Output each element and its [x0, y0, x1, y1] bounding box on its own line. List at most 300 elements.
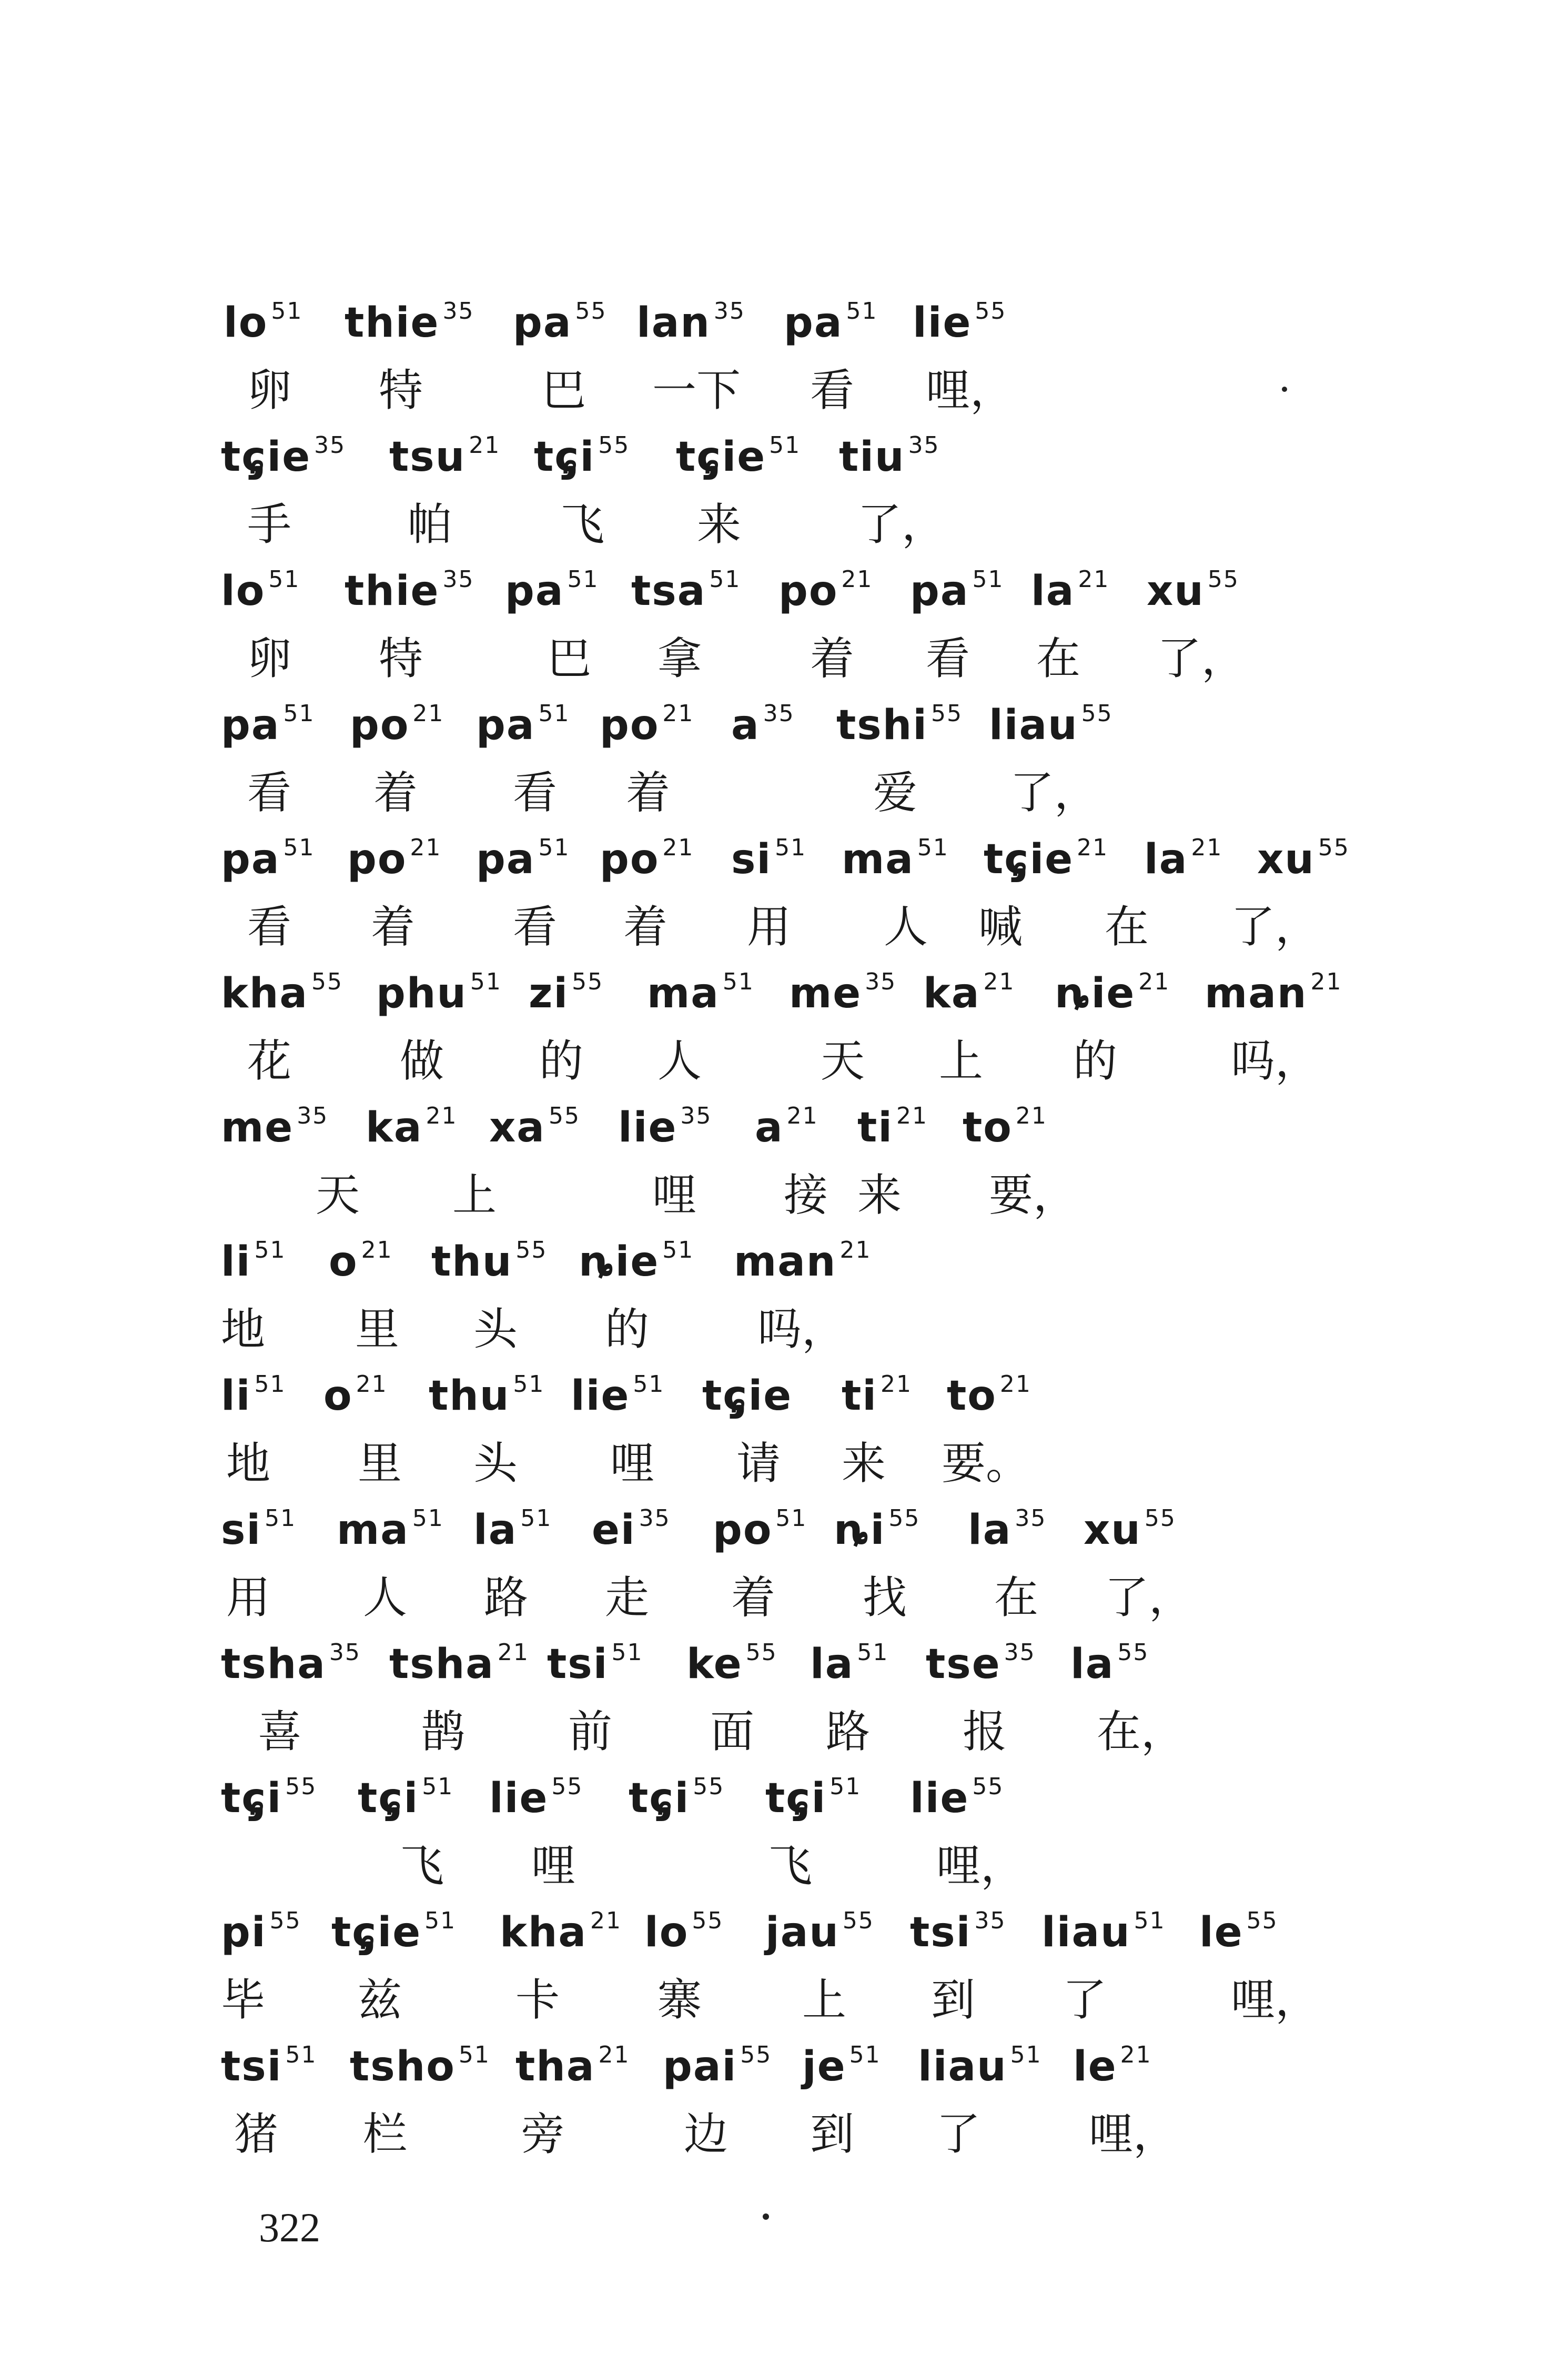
- token-text: 着: [810, 633, 855, 684]
- syllable: [221, 1103, 329, 1151]
- token-text: 人: [657, 1035, 702, 1087]
- token-text: 找: [863, 1572, 907, 1623]
- tone-number: 55: [269, 1907, 301, 1934]
- tone-number: 55: [1144, 1505, 1176, 1532]
- syllable: [476, 700, 570, 749]
- syllable: [221, 834, 315, 883]
- token-text: 卡: [515, 1974, 560, 2026]
- syllable: [1041, 1907, 1166, 1956]
- token-text: zi: [529, 970, 569, 1017]
- gloss-character: [826, 1706, 871, 1757]
- token-text: man: [1205, 970, 1308, 1017]
- tone-number: 35: [314, 432, 346, 459]
- syllable: [926, 1639, 1036, 1688]
- tone-number: 51: [662, 1237, 694, 1263]
- gloss-character: [657, 633, 702, 684]
- token-text: tɕ̡i: [358, 1775, 419, 1822]
- gloss-character: [473, 1303, 518, 1355]
- token-text: 毕: [221, 1974, 266, 2026]
- gloss-character: [408, 499, 452, 550]
- syllable: [968, 1505, 1047, 1554]
- romanized-line: [0, 566, 1568, 644]
- tone-number: 55: [930, 700, 963, 727]
- syllable: [839, 432, 940, 481]
- tone-number: 51: [254, 1371, 286, 1398]
- syllable: [376, 968, 502, 1017]
- token-text: le: [1073, 2043, 1117, 2090]
- token-text: tsa: [631, 568, 706, 615]
- syllable: [476, 834, 570, 883]
- token-text: tɕ̡i: [221, 1775, 282, 1822]
- tone-number: 55: [745, 1639, 777, 1666]
- syllable: [1147, 566, 1239, 615]
- tone-number: 55: [1117, 1639, 1149, 1666]
- token-text: tɕ̡ie: [331, 1909, 422, 1956]
- tone-number: 35: [763, 700, 795, 727]
- tone-number: 21: [356, 1371, 388, 1398]
- tone-number: 35: [680, 1103, 712, 1129]
- romanized-line: [0, 968, 1568, 1047]
- gloss-character: [247, 633, 292, 684]
- gloss-character: [379, 633, 423, 684]
- gloss-character: [731, 1572, 776, 1623]
- syllable: [836, 700, 963, 749]
- token-text: thie: [345, 299, 440, 347]
- token-text: 边: [684, 2108, 729, 2160]
- token-text: 看: [247, 767, 292, 818]
- gloss-character: [939, 1035, 984, 1087]
- token-text: 天: [821, 1035, 865, 1087]
- token-text: ti: [842, 1372, 878, 1420]
- token-text: 地: [221, 1303, 266, 1355]
- gloss-character: [379, 365, 423, 416]
- token-text: 飞: [400, 1840, 444, 1892]
- gloss-character: [355, 1303, 400, 1355]
- tone-number: 55: [740, 2041, 772, 2068]
- tone-number: 21: [1191, 834, 1223, 861]
- token-text: lo: [221, 568, 266, 615]
- syllable: [702, 1372, 793, 1420]
- gloss-character: [521, 2108, 565, 2160]
- chinese-gloss-line: [0, 365, 1568, 442]
- gloss-character: [247, 901, 292, 953]
- tone-number: 51: [268, 566, 300, 593]
- syllable: [644, 1907, 724, 1956]
- tone-number: 51: [972, 566, 1004, 593]
- syllable: [631, 566, 741, 615]
- tone-number: 35: [1004, 1639, 1036, 1666]
- token-text: 路: [826, 1706, 871, 1757]
- token-text: lie: [910, 1775, 969, 1822]
- token-text: jau: [765, 1909, 839, 1956]
- gloss-character: [884, 901, 928, 953]
- syllable: [984, 834, 1109, 883]
- syllable: [389, 1639, 529, 1688]
- syllable: [571, 1371, 665, 1420]
- tone-number: 55: [1207, 566, 1239, 593]
- gloss-character: [1105, 901, 1149, 953]
- syllable: [778, 566, 873, 615]
- token-text: 特: [379, 633, 423, 684]
- token-text: 人: [884, 901, 928, 953]
- token-text: pa: [221, 702, 280, 749]
- gloss-character: [421, 1706, 466, 1757]
- token-text: la: [1070, 1641, 1115, 1688]
- token-text: 着: [373, 767, 418, 818]
- token-text: 来: [857, 1169, 902, 1221]
- romanized-line: [0, 432, 1568, 510]
- token-text: 里: [355, 1303, 400, 1355]
- token-text: liau: [918, 2043, 1007, 2090]
- token-text: la: [968, 1507, 1012, 1554]
- tone-number: 21: [361, 1237, 393, 1263]
- token-text: 喊: [978, 901, 1023, 953]
- gloss-character: [857, 499, 946, 550]
- gloss-character: [1231, 1035, 1320, 1087]
- token-text: 吗，: [1231, 1035, 1320, 1087]
- gloss-character: [978, 901, 1023, 953]
- token-text: je: [802, 2043, 846, 2090]
- syllable: [789, 968, 897, 1017]
- token-text: 到: [931, 1974, 976, 2026]
- syllable: [323, 1371, 388, 1420]
- token-text: 在: [1036, 633, 1081, 684]
- token-text: xu: [1147, 568, 1205, 615]
- tone-number: 51: [857, 1639, 889, 1666]
- token-text: pi: [221, 1909, 267, 1956]
- token-text: lie: [618, 1104, 677, 1151]
- token-text: thu: [431, 1238, 513, 1286]
- syllable: [731, 834, 807, 883]
- token-text: 着: [623, 901, 668, 953]
- token-text: to: [947, 1372, 997, 1420]
- tone-number: 51: [1010, 2041, 1042, 2068]
- chinese-gloss-line: [0, 2108, 1568, 2186]
- syllable: [636, 298, 745, 347]
- syllable: [834, 1505, 920, 1554]
- token-text: po: [347, 836, 407, 883]
- token-text: 手: [247, 499, 292, 550]
- gloss-character: [234, 2108, 279, 2160]
- token-text: 看: [513, 901, 558, 953]
- token-text: po: [778, 568, 838, 615]
- tone-number: 21: [426, 1103, 458, 1129]
- tone-number: 35: [974, 1907, 1006, 1934]
- token-text: kha: [500, 1909, 588, 1956]
- token-text: 上: [452, 1169, 497, 1221]
- syllable: [579, 1237, 694, 1286]
- gloss-character: [747, 901, 792, 953]
- syllable: [755, 1103, 818, 1151]
- gloss-character: [736, 1438, 781, 1489]
- token-text: po: [713, 1507, 773, 1554]
- token-text: 爱: [873, 767, 918, 818]
- gloss-character: [931, 1974, 976, 2026]
- token-text: man: [734, 1238, 837, 1286]
- syllable: [686, 1639, 777, 1688]
- token-text: 吗，: [757, 1303, 846, 1355]
- token-text: pa: [910, 568, 969, 615]
- token-text: lo: [224, 299, 268, 347]
- syllable: [221, 700, 315, 749]
- gloss-character: [863, 1572, 907, 1623]
- token-text: la: [1144, 836, 1188, 883]
- tone-number: 51: [538, 834, 570, 861]
- tone-number: 51: [254, 1237, 286, 1263]
- token-text: 了: [936, 2108, 981, 2160]
- syllable: [910, 1773, 1004, 1822]
- syllable: [224, 298, 303, 347]
- tone-number: 21: [896, 1103, 928, 1129]
- syllable: [918, 2041, 1042, 2090]
- syllable: [731, 700, 795, 749]
- syllable: [600, 834, 694, 883]
- tone-number: 51: [611, 1639, 643, 1666]
- syllable: [734, 1237, 872, 1286]
- gloss-character: [626, 767, 671, 818]
- tone-number: 35: [1015, 1505, 1047, 1532]
- syllable: [389, 432, 501, 481]
- print-speck: [1282, 387, 1287, 392]
- gloss-character: [371, 901, 416, 953]
- token-text: 的: [539, 1035, 584, 1087]
- tone-number: 21: [881, 1371, 913, 1398]
- token-text: 鹊: [421, 1706, 466, 1757]
- token-text: thu: [429, 1372, 510, 1420]
- syllable: [489, 1103, 580, 1151]
- token-text: tha: [515, 2043, 595, 2090]
- gloss-character: [316, 1169, 360, 1221]
- tone-number: 55: [515, 1237, 548, 1263]
- token-text: 帕: [408, 499, 452, 550]
- token-text: 用: [747, 901, 792, 953]
- token-text: 头: [473, 1438, 518, 1489]
- gloss-character: [605, 1303, 650, 1355]
- gloss-character: [513, 767, 558, 818]
- syllable: [547, 1639, 643, 1688]
- token-text: 在: [1105, 901, 1149, 953]
- token-text: a: [755, 1104, 784, 1151]
- token-text: si: [731, 836, 772, 883]
- token-text: a: [731, 702, 760, 749]
- token-text: po: [350, 702, 410, 749]
- gloss-character: [542, 365, 586, 416]
- tone-number: 55: [972, 1773, 1004, 1800]
- gloss-character: [810, 365, 855, 416]
- token-text: 哩，: [1089, 2108, 1178, 2160]
- syllable: [429, 1371, 545, 1420]
- gloss-character: [400, 1840, 444, 1892]
- gloss-character: [652, 365, 741, 416]
- token-text: tɕ̡ie: [984, 836, 1074, 883]
- gloss-character: [610, 1438, 655, 1489]
- gloss-character: [994, 1572, 1039, 1623]
- tone-number: 55: [311, 968, 343, 995]
- syllable: [505, 566, 599, 615]
- token-text: ma: [337, 1507, 409, 1554]
- token-text: liau: [1041, 1909, 1131, 1956]
- token-text: me: [221, 1104, 294, 1151]
- syllable: [1070, 1639, 1149, 1688]
- token-text: 卵: [247, 365, 292, 416]
- token-text: 着: [731, 1572, 776, 1623]
- token-text: tsha: [389, 1641, 494, 1688]
- gloss-character: [873, 767, 918, 818]
- tone-number: 51: [283, 700, 315, 727]
- token-text: po: [600, 836, 660, 883]
- chinese-gloss-line: [0, 1035, 1568, 1113]
- gloss-character: [484, 1572, 529, 1623]
- chinese-gloss-line: [0, 1840, 1568, 1917]
- tone-number: 51: [846, 298, 878, 325]
- token-text: lie: [571, 1372, 630, 1420]
- token-text: 里: [358, 1438, 402, 1489]
- token-text: 请: [736, 1438, 781, 1489]
- gloss-character: [515, 1974, 560, 2026]
- syllable: [592, 1505, 671, 1554]
- tone-number: 55: [551, 1773, 583, 1800]
- syllable: [221, 1639, 361, 1688]
- syllable: [618, 1103, 712, 1151]
- token-text: 哩: [610, 1438, 655, 1489]
- chinese-gloss-line: [0, 1974, 1568, 2051]
- gloss-character: [1231, 901, 1320, 953]
- chinese-gloss-line: [0, 767, 1568, 844]
- tone-number: 55: [975, 298, 1007, 325]
- syllable: [1055, 968, 1170, 1017]
- token-text: 兹: [358, 1974, 402, 2026]
- syllable: [913, 298, 1007, 347]
- token-text: tsho: [350, 2043, 456, 2090]
- token-text: po: [600, 702, 660, 749]
- gloss-character: [221, 1303, 266, 1355]
- chinese-gloss-line: [0, 901, 1568, 978]
- tone-number: 21: [469, 432, 501, 459]
- print-speck: [763, 2213, 769, 2220]
- tone-number: 51: [538, 700, 570, 727]
- tone-number: 51: [829, 1773, 862, 1800]
- syllable: [1205, 968, 1342, 1017]
- chinese-gloss-line: [0, 1706, 1568, 1783]
- token-text: 哩，: [926, 365, 1015, 416]
- syllable: [221, 968, 343, 1017]
- token-text: 看: [247, 901, 292, 953]
- chinese-gloss-line: [0, 1438, 1568, 1515]
- token-text: tɕ̡ie: [676, 433, 766, 481]
- syllable: [221, 1907, 301, 1956]
- page-number: 322: [259, 2205, 320, 2250]
- chinese-gloss-line: [0, 1169, 1568, 1247]
- tone-number: 51: [458, 2041, 490, 2068]
- token-text: to: [963, 1104, 1013, 1151]
- token-text: 的: [605, 1303, 650, 1355]
- tone-number: 51: [422, 1773, 454, 1800]
- syllable: [989, 700, 1113, 749]
- token-text: ȵie: [1055, 970, 1136, 1017]
- gloss-character: [810, 633, 855, 684]
- syllable: [350, 2041, 490, 2090]
- gloss-character: [784, 1169, 828, 1221]
- tone-number: 21: [999, 1371, 1031, 1398]
- tone-number: 55: [693, 1773, 725, 1800]
- tone-number: 21: [1077, 834, 1109, 861]
- gloss-character: [821, 1035, 865, 1087]
- chinese-gloss-line: [0, 499, 1568, 576]
- tone-number: 55: [548, 1103, 580, 1129]
- gloss-character: [942, 1438, 1030, 1489]
- gloss-character: [1089, 2108, 1178, 2160]
- syllable: [600, 700, 694, 749]
- tone-number: 55: [888, 1505, 920, 1532]
- syllable: [337, 1505, 444, 1554]
- token-text: 前: [568, 1706, 613, 1757]
- syllable: [765, 1907, 874, 1956]
- syllable: [1144, 834, 1223, 883]
- tone-number: 35: [442, 566, 474, 593]
- token-text: 做: [400, 1035, 444, 1087]
- tone-number: 51: [775, 834, 807, 861]
- token-text: pa: [784, 299, 843, 347]
- token-text: 要。: [942, 1438, 1030, 1489]
- token-text: pa: [476, 836, 535, 883]
- tone-number: 51: [917, 834, 949, 861]
- gloss-character: [1010, 767, 1099, 818]
- token-text: pa: [476, 702, 535, 749]
- gloss-character: [363, 2108, 408, 2160]
- token-text: li: [221, 1372, 251, 1420]
- token-text: 的: [1073, 1035, 1118, 1087]
- syllable: [221, 432, 346, 481]
- syllable: [500, 1907, 622, 1956]
- gloss-character: [936, 1840, 1025, 1892]
- token-text: 在，: [1097, 1706, 1186, 1757]
- token-text: tsi: [547, 1641, 609, 1688]
- token-text: pa: [513, 299, 572, 347]
- gloss-character: [226, 1572, 271, 1623]
- syllable: [515, 2041, 630, 2090]
- tone-number: 51: [1134, 1907, 1166, 1934]
- token-text: 了，: [1231, 901, 1320, 953]
- token-text: tsi: [910, 1909, 972, 1956]
- gloss-character: [1157, 633, 1246, 684]
- token-text: ma: [647, 970, 720, 1017]
- tone-number: 35: [442, 298, 474, 325]
- token-text: 猪: [234, 2108, 279, 2160]
- token-text: tɕ̡i: [629, 1775, 690, 1822]
- syllable: [1257, 834, 1350, 883]
- token-text: ka: [366, 1104, 423, 1151]
- tone-number: 35: [639, 1505, 671, 1532]
- tone-number: 21: [662, 700, 694, 727]
- token-text: 来: [697, 499, 742, 550]
- tone-number: 51: [775, 1505, 807, 1532]
- chinese-gloss-line: [0, 633, 1568, 710]
- gloss-character: [605, 1572, 650, 1623]
- tone-number: 21: [412, 700, 444, 727]
- tone-number: 55: [575, 298, 607, 325]
- syllable: [221, 566, 300, 615]
- gloss-character: [657, 1974, 702, 2026]
- syllable: [676, 432, 801, 481]
- gloss-character: [247, 365, 292, 416]
- syllable: [345, 298, 474, 347]
- token-text: 人: [363, 1572, 408, 1623]
- tone-number: 55: [692, 1907, 724, 1934]
- gloss-character: [810, 2108, 855, 2160]
- gloss-character: [623, 901, 668, 953]
- tone-number: 35: [865, 968, 897, 995]
- token-text: 用: [226, 1572, 271, 1623]
